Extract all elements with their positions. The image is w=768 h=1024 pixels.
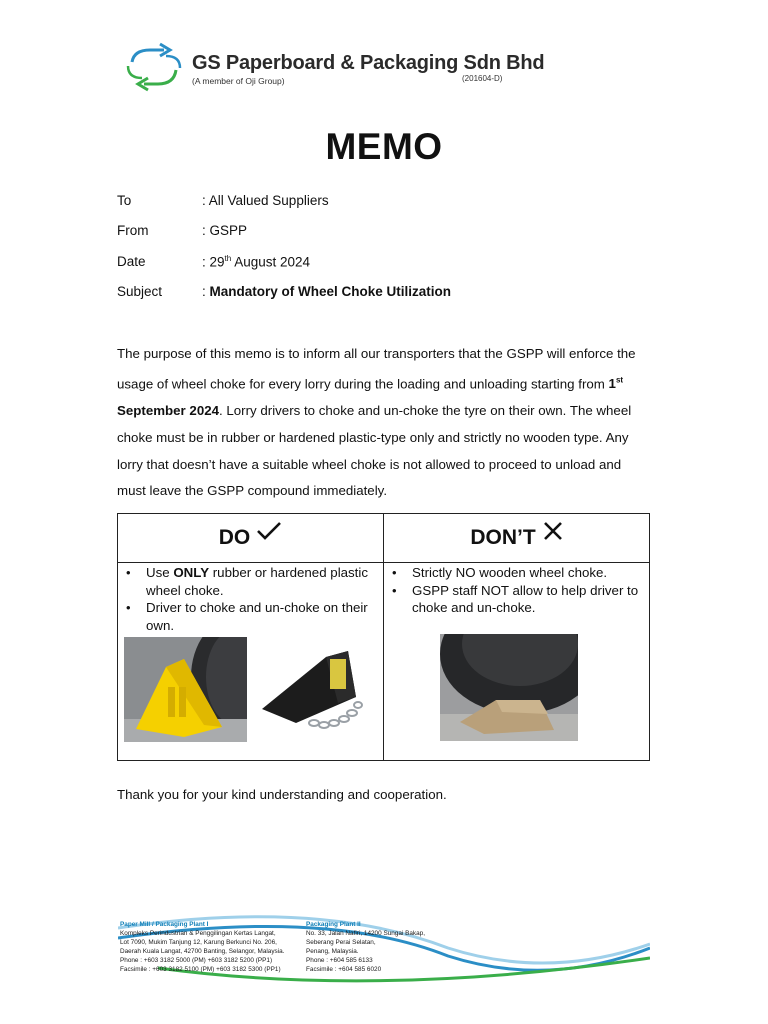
cross-icon: [542, 521, 564, 541]
company-subtitle: (A member of Oji Group): [192, 76, 285, 86]
subject-colon: :: [202, 284, 210, 299]
footer-line: Daerah Kuala Langat, 42700 Banting, Selangor, Malaysia.: [120, 948, 285, 955]
do-header: [118, 514, 383, 562]
footer-line: Phone : +603 3182 5000 (PM) +603 3182 5200 (PP1): [120, 957, 273, 964]
check-icon: [256, 521, 282, 541]
meta-value: [202, 254, 310, 270]
yellow-wheel-choke-photo: [124, 637, 247, 742]
company-name: GS Paperboard & Packaging Sdn Bhd: [192, 52, 545, 74]
closing-text: Thank you for your kind understanding and cooperation.: [117, 787, 447, 802]
recycle-arrows-icon: [124, 42, 184, 92]
do-header-label: DO: [218, 526, 251, 549]
footer-line: Facsimile : +604 585 6020: [306, 966, 382, 973]
list-item: [118, 564, 380, 599]
meta-value: [202, 284, 451, 299]
meta-value: : GSPP: [202, 223, 248, 238]
footer-heading: Paper Mill / Packaging Plant I: [120, 921, 209, 928]
body-date-month: September 2024: [117, 403, 219, 419]
item-text: Driver to choke and un-choke on their own.: [146, 600, 368, 633]
company-logo: [118, 34, 650, 98]
date-month-year: August 2024: [231, 254, 311, 270]
dont-header-label: DON’T: [470, 526, 536, 549]
table-divider: [118, 562, 649, 563]
footer-line: No. 33, Jalan Nafiri, 14200 Sungai Bakap,: [306, 930, 426, 937]
body-text-1: The purpose of this memo is to inform all our transporters that the GSPP will enforce the usage of wheel choke for every lorry during the loading and unloading starting from: [117, 346, 636, 392]
item-text: Use: [146, 565, 174, 580]
date-suffix: th: [224, 254, 232, 263]
body-paragraph: [117, 341, 651, 505]
list-item: • Strictly NO wooden wheel choke.: [384, 564, 646, 582]
body-text-2: . Lorry drivers to choke and un-choke the tyre on their own. The wheel choke must be in rubber or hardened plastic-type only and strictly no wooden type. Any lorry that doesn’t have a suitable wheel choke is not allowed to proceed to unload and must leave the GSPP compound immediately.: [117, 403, 632, 499]
footer-addresses: [118, 908, 650, 990]
meta-label: Date: [117, 254, 146, 269]
rubber-wheel-choke-photo: [256, 637, 374, 737]
do-list: [118, 564, 380, 634]
dont-header: [384, 514, 650, 562]
footer-plant-1: [120, 920, 285, 974]
subject-text: Mandatory of Wheel Choke Utilization: [209, 284, 452, 299]
body-date-day: 1: [608, 376, 616, 392]
footer-heading: Packaging Plant II: [306, 921, 361, 928]
meta-label: From: [117, 223, 149, 238]
memo-body: [117, 341, 651, 505]
footer-line: Penang, Malaysia.: [306, 948, 359, 955]
footer-line: Facsimile : +603 3182 5100 (PM) +603 3182 5300 (PP1): [120, 966, 281, 973]
date-day: : 29: [202, 254, 225, 270]
item-emphasis: ONLY: [173, 565, 210, 580]
item-text: rubber or hardened plastic wheel choke.: [146, 565, 368, 598]
footer-line: Phone : +604 585 6133: [306, 957, 373, 964]
body-date-suffix: st: [615, 375, 624, 385]
footer-line: Kompleks Perindustrian & Penggilingan Kertas Langat,: [120, 930, 276, 937]
list-item: [118, 599, 380, 634]
footer-line: Lot 7090, Mukim Tanjung 12, Karung Berkunci No. 206,: [120, 939, 277, 946]
dont-list: [384, 564, 646, 617]
list-item: • GSPP staff NOT allow to help driver to choke and un-choke.: [384, 582, 646, 617]
do-dont-table: [117, 513, 650, 761]
meta-label: To: [117, 193, 132, 208]
page-title: MEMO: [325, 126, 443, 167]
footer-plant-2: [306, 920, 425, 974]
meta-value: : All Valued Suppliers: [202, 193, 329, 208]
footer-line: Seberang Perai Selatan,: [306, 939, 376, 946]
company-registration: (201604-D): [462, 74, 503, 83]
meta-label: Subject: [117, 284, 163, 299]
wooden-wheel-choke-photo: [440, 634, 578, 741]
